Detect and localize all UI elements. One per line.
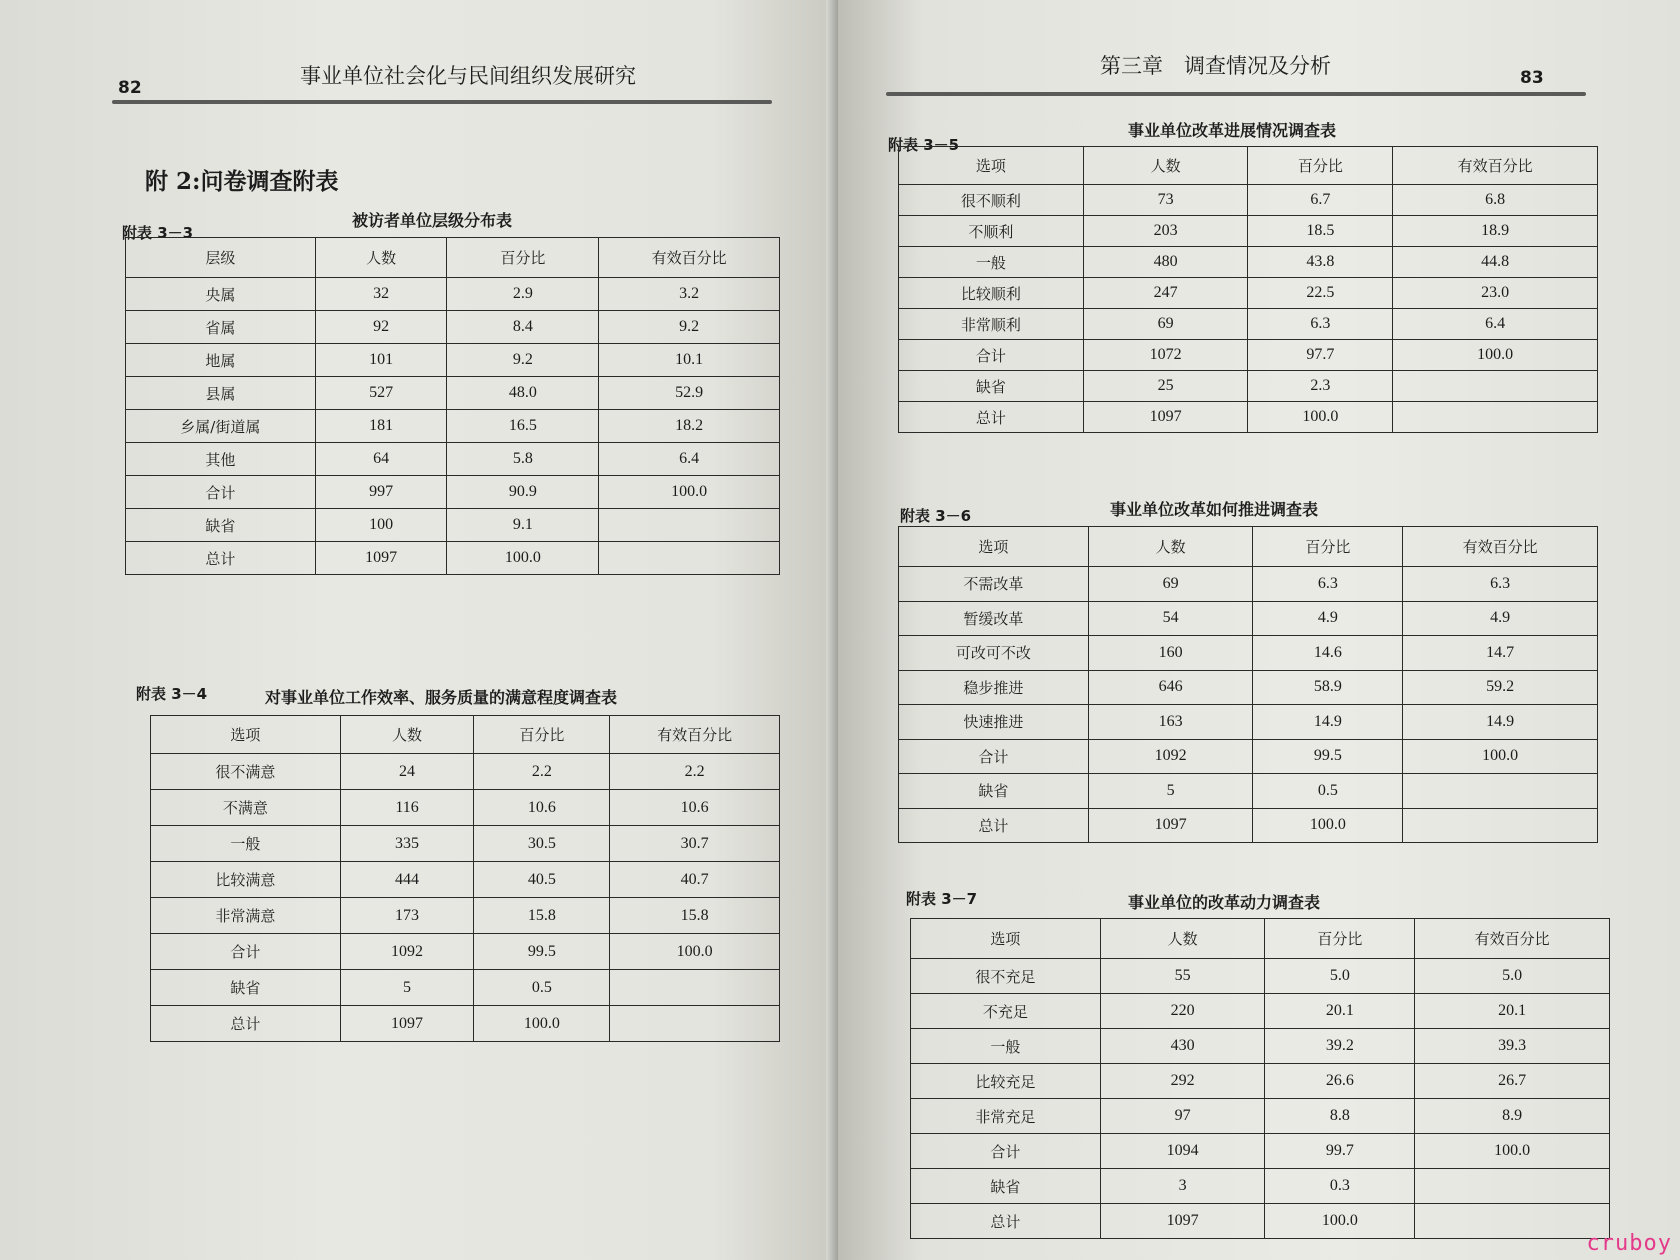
row-label-cell: 比较充足 [911,1064,1101,1099]
table-cell: 5 [1088,774,1253,809]
table-row [126,278,780,311]
table-cell: 160 [1088,636,1253,671]
row-label-cell: 其他 [126,443,316,476]
column-header: 选项 [899,527,1089,567]
table-cell: 14.6 [1253,636,1403,671]
right-page [838,0,1680,1260]
table-cell: 100.0 [1265,1204,1415,1239]
table-row [899,402,1598,433]
table-cell: 26.6 [1265,1064,1415,1099]
table-cell: 32 [315,278,447,311]
table-row [151,826,780,862]
row-label-cell: 非常充足 [911,1099,1101,1134]
table-row [899,567,1598,602]
table-cell: 3.2 [599,278,780,311]
table-cell: 64 [315,443,447,476]
table-cell: 0.5 [1253,774,1403,809]
row-label-cell: 不顺利 [899,216,1084,247]
table-cell: 100.0 [1253,808,1403,843]
table-row [899,601,1598,636]
row-label-cell: 缺省 [151,970,341,1006]
table-cell: 1092 [1088,739,1253,774]
table-cell: 8.8 [1265,1099,1415,1134]
table-cell: 25 [1083,371,1248,402]
table-cell [1403,774,1598,809]
table-cell: 73 [1083,185,1248,216]
column-header: 百分比 [1248,147,1393,185]
table-cell [1403,808,1598,843]
table-cell: 8.9 [1415,1099,1610,1134]
table-cell: 16.5 [447,410,599,443]
table-row [151,898,780,934]
table-cell: 100.0 [1415,1134,1610,1169]
row-label-cell: 央属 [126,278,316,311]
table-cell: 1097 [315,542,447,575]
header-rule [112,100,772,104]
row-label-cell: 合计 [899,340,1084,371]
table-label: 附表 3－6 [900,507,972,525]
table-row [151,790,780,826]
table-cell: 6.3 [1253,567,1403,602]
row-label-cell: 不需改革 [899,567,1089,602]
table-cell: 99.7 [1265,1134,1415,1169]
row-label-cell: 非常满意 [151,898,341,934]
table-title: 被访者单位层级分布表 [352,211,513,230]
table-cell: 2.3 [1248,371,1393,402]
table-cell: 6.4 [599,443,780,476]
row-label-cell: 缺省 [126,509,316,542]
table-cell: 6.8 [1393,185,1598,216]
table-cell: 220 [1100,994,1265,1029]
column-header: 百分比 [1265,919,1415,959]
table-cell: 5.8 [447,443,599,476]
table-row [126,377,780,410]
table-row [899,670,1598,705]
table-cell: 99.5 [1253,739,1403,774]
row-label-cell: 总计 [151,1006,341,1042]
column-header: 有效百分比 [1393,147,1598,185]
table-row [151,862,780,898]
table-header-row [899,147,1598,185]
watermark-text: cruboy [1586,1231,1672,1256]
table-row [126,443,780,476]
table-cell: 100.0 [447,542,599,575]
table-row [899,278,1598,309]
table-row [899,371,1598,402]
table-cell [1415,1169,1610,1204]
row-label-cell: 比较顺利 [899,278,1084,309]
table-cell: 5 [340,970,474,1006]
column-header: 有效百分比 [599,238,780,278]
table-cell: 20.1 [1265,994,1415,1029]
table-cell [1393,402,1598,433]
table-cell: 1094 [1100,1134,1265,1169]
table-cell [599,509,780,542]
column-header: 百分比 [1253,527,1403,567]
row-label-cell: 稳步推进 [899,670,1089,705]
table-row [126,344,780,377]
table-cell: 15.8 [474,898,610,934]
table-header-row [899,527,1598,567]
row-label-cell: 合计 [899,739,1089,774]
table-cell: 100.0 [1403,739,1598,774]
table-label: 附表 3－5 [888,136,960,154]
table-row [126,509,780,542]
row-label-cell: 非常顺利 [899,309,1084,340]
left-page [0,0,838,1260]
table-row [911,1134,1610,1169]
table-cell [610,1006,780,1042]
column-header: 百分比 [474,716,610,754]
table-cell: 1072 [1083,340,1248,371]
table-cell: 181 [315,410,447,443]
row-label-cell: 合计 [151,934,341,970]
table-cell: 4.9 [1253,601,1403,636]
data-table [150,715,780,1042]
table-cell: 100.0 [599,476,780,509]
column-header: 人数 [1088,527,1253,567]
table-row [911,1204,1610,1239]
table-cell [1393,371,1598,402]
table-row [899,247,1598,278]
table-cell: 1097 [340,1006,474,1042]
table-row [899,216,1598,247]
row-label-cell: 不满意 [151,790,341,826]
table-cell: 30.5 [474,826,610,862]
row-label-cell: 合计 [911,1134,1101,1169]
table-row [151,934,780,970]
table-row [899,309,1598,340]
table-cell: 997 [315,476,447,509]
table-label: 附表 3－4 [136,685,208,703]
data-table [910,918,1610,1239]
table-cell: 10.6 [610,790,780,826]
table-cell: 39.2 [1265,1029,1415,1064]
table-header-row [151,716,780,754]
table-cell: 335 [340,826,474,862]
running-head: 事业单位社会化与民间组织发展研究 [300,64,636,88]
row-label-cell: 比较满意 [151,862,341,898]
table-cell: 1092 [340,934,474,970]
table-cell: 18.9 [1393,216,1598,247]
table-cell: 9.1 [447,509,599,542]
table-cell: 55 [1100,959,1265,994]
table-cell: 444 [340,862,474,898]
table-cell [1415,1204,1610,1239]
table-cell: 99.5 [474,934,610,970]
table-cell: 39.3 [1415,1029,1610,1064]
table-row [126,542,780,575]
table-cell: 116 [340,790,474,826]
table-cell: 58.9 [1253,670,1403,705]
table-cell: 101 [315,344,447,377]
table-cell: 163 [1088,705,1253,740]
data-table [898,526,1598,843]
table-cell: 43.8 [1248,247,1393,278]
table-row [911,1099,1610,1134]
row-label-cell: 一般 [911,1029,1101,1064]
column-header: 有效百分比 [1403,527,1598,567]
table-row [899,705,1598,740]
table-row [126,476,780,509]
table-row [899,739,1598,774]
table-cell: 6.4 [1393,309,1598,340]
running-head: 第三章 调查情况及分析 [1100,54,1331,78]
table-cell: 2.2 [474,754,610,790]
table-cell: 1097 [1088,808,1253,843]
table-label: 附表 3－7 [906,890,978,908]
table-cell: 40.5 [474,862,610,898]
table-label: 附表 3－3 [122,224,194,242]
row-label-cell: 很不充足 [911,959,1101,994]
table-row [899,185,1598,216]
table-cell: 0.5 [474,970,610,1006]
table-title: 事业单位改革进展情况调查表 [1128,121,1337,140]
table-cell [599,542,780,575]
table-header-row [911,919,1610,959]
table-cell: 100.0 [610,934,780,970]
table-row [151,754,780,790]
table-cell: 247 [1083,278,1248,309]
column-header: 选项 [899,147,1084,185]
row-label-cell: 总计 [899,402,1084,433]
column-header: 人数 [340,716,474,754]
row-label-cell: 可改可不改 [899,636,1089,671]
table-cell: 2.9 [447,278,599,311]
table-cell: 1097 [1100,1204,1265,1239]
table-cell: 14.9 [1253,705,1403,740]
row-label-cell: 缺省 [899,371,1084,402]
row-label-cell: 总计 [126,542,316,575]
table-cell: 0.3 [1265,1169,1415,1204]
section-heading: 附 2:问卷调查附表 [145,168,339,195]
table-row [899,774,1598,809]
table-cell: 20.1 [1415,994,1610,1029]
table-cell: 52.9 [599,377,780,410]
row-label-cell: 总计 [911,1204,1101,1239]
table-cell: 100.0 [1248,402,1393,433]
table-cell: 480 [1083,247,1248,278]
row-label-cell: 很不顺利 [899,185,1084,216]
row-label-cell: 县属 [126,377,316,410]
table-cell: 97 [1100,1099,1265,1134]
table-cell: 92 [315,311,447,344]
table-cell: 173 [340,898,474,934]
table-cell: 48.0 [447,377,599,410]
table-cell: 69 [1088,567,1253,602]
table-cell: 22.5 [1248,278,1393,309]
table-cell: 14.9 [1403,705,1598,740]
table-cell: 5.0 [1265,959,1415,994]
table-cell: 6.3 [1248,309,1393,340]
row-label-cell: 合计 [126,476,316,509]
table-cell: 59.2 [1403,670,1598,705]
table-cell: 2.2 [610,754,780,790]
table-cell: 30.7 [610,826,780,862]
table-cell: 14.7 [1403,636,1598,671]
table-row [126,410,780,443]
row-label-cell: 很不满意 [151,754,341,790]
table-cell: 8.4 [447,311,599,344]
row-label-cell: 不充足 [911,994,1101,1029]
table-row [126,311,780,344]
table-row [899,636,1598,671]
table-row [911,994,1610,1029]
table-row [899,340,1598,371]
row-label-cell: 地属 [126,344,316,377]
table-cell: 4.9 [1403,601,1598,636]
column-header: 层级 [126,238,316,278]
table-cell: 1097 [1083,402,1248,433]
table-cell: 646 [1088,670,1253,705]
table-cell: 44.8 [1393,247,1598,278]
table-cell: 90.9 [447,476,599,509]
row-label-cell: 暂缓改革 [899,601,1089,636]
table-cell: 6.3 [1403,567,1598,602]
table-cell: 203 [1083,216,1248,247]
table-cell: 18.5 [1248,216,1393,247]
column-header: 有效百分比 [1415,919,1610,959]
column-header: 人数 [1100,919,1265,959]
table-header-row [126,238,780,278]
table-cell: 24 [340,754,474,790]
table-cell: 18.2 [599,410,780,443]
table-row [911,959,1610,994]
table-cell: 15.8 [610,898,780,934]
table-cell: 430 [1100,1029,1265,1064]
table-row [151,970,780,1006]
table-cell: 292 [1100,1064,1265,1099]
table-cell: 40.7 [610,862,780,898]
table-cell: 69 [1083,309,1248,340]
column-header: 人数 [1083,147,1248,185]
table-cell: 10.6 [474,790,610,826]
table-cell: 3 [1100,1169,1265,1204]
table-cell: 100 [315,509,447,542]
table-title: 对事业单位工作效率、服务质量的满意程度调查表 [265,688,618,707]
table-cell: 10.1 [599,344,780,377]
table-cell: 97.7 [1248,340,1393,371]
table-row [151,1006,780,1042]
page-number: 82 [118,78,142,98]
column-header: 选项 [151,716,341,754]
row-label-cell: 一般 [899,247,1084,278]
row-label-cell: 一般 [151,826,341,862]
table-cell: 6.7 [1248,185,1393,216]
table-title: 事业单位改革如何推进调查表 [1110,500,1319,519]
data-table [898,146,1598,433]
table-row [911,1064,1610,1099]
table-cell: 9.2 [599,311,780,344]
table-cell: 54 [1088,601,1253,636]
column-header: 人数 [315,238,447,278]
column-header: 选项 [911,919,1101,959]
row-label-cell: 省属 [126,311,316,344]
table-row [911,1029,1610,1064]
page-number: 83 [1520,68,1544,88]
row-label-cell: 乡属/街道属 [126,410,316,443]
row-label-cell: 缺省 [899,774,1089,809]
table-cell: 5.0 [1415,959,1610,994]
column-header: 百分比 [447,238,599,278]
table-cell: 100.0 [474,1006,610,1042]
row-label-cell: 快速推进 [899,705,1089,740]
data-table [125,237,780,575]
row-label-cell: 缺省 [911,1169,1101,1204]
row-label-cell: 总计 [899,808,1089,843]
table-row [911,1169,1610,1204]
table-title: 事业单位的改革动力调查表 [1128,893,1321,912]
table-row [899,808,1598,843]
table-cell: 23.0 [1393,278,1598,309]
table-cell: 527 [315,377,447,410]
column-header: 有效百分比 [610,716,780,754]
table-cell [610,970,780,1006]
table-cell: 26.7 [1415,1064,1610,1099]
table-cell: 9.2 [447,344,599,377]
header-rule [886,92,1586,96]
table-cell: 100.0 [1393,340,1598,371]
